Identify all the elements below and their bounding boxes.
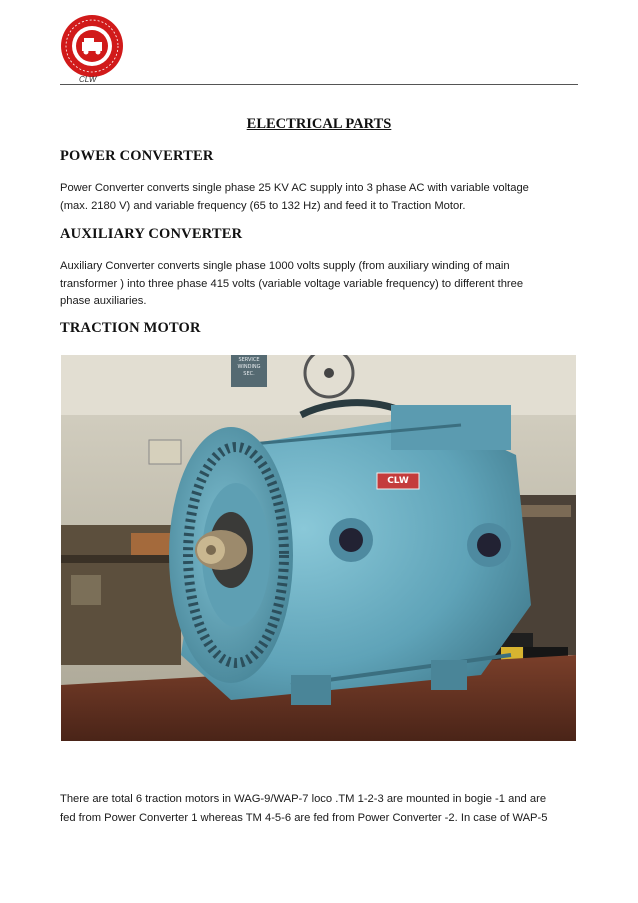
unit-label: CLW xyxy=(79,75,97,84)
section-heading-power-converter: POWER CONVERTER xyxy=(60,148,214,164)
text-line: fed from Power Converter 1 whereas TM 4-5-6 are fed from Power Converter -2. In case of WAP-5 xyxy=(60,812,548,824)
header-divider xyxy=(60,84,578,85)
traction-motor-description xyxy=(60,790,580,828)
indian-railways-logo xyxy=(60,14,124,78)
section-body-power-converter xyxy=(60,180,580,215)
page-title: ELECTRICAL PARTS xyxy=(246,116,392,132)
text-line: Auxiliary Converter converts single phase 1000 volts supply (from auxiliary winding of main xyxy=(60,260,510,272)
workshop-sign xyxy=(231,357,267,378)
text-line: Power Converter converts single phase 25 KV AC supply into 3 phase AC with variable voltage xyxy=(60,182,529,194)
section-body-auxiliary-converter xyxy=(60,258,580,311)
sign-line: WINDING SEC. xyxy=(237,364,261,377)
text-line: There are total 6 traction motors in WAG-9/WAP-7 loco .TM 1-2-3 are mounted in bogie -1 and are xyxy=(60,793,547,805)
sign-line: SERVICE xyxy=(238,357,260,363)
text-line: (max. 2180 V) and variable frequency (65 to 132 Hz) and feed it to Traction Motor. xyxy=(60,199,466,212)
section-heading-traction-motor: TRACTION MOTOR xyxy=(60,320,201,336)
text-line: transformer ) into three phase 415 volts (variable voltage variable frequency) to different three xyxy=(60,277,524,290)
section-heading-auxiliary-converter: AUXILIARY CONVERTER xyxy=(60,226,243,242)
text-line: phase auxiliaries. xyxy=(60,295,147,307)
traction-motor-photo xyxy=(61,355,576,741)
motor-nameplate: CLW xyxy=(387,476,409,486)
